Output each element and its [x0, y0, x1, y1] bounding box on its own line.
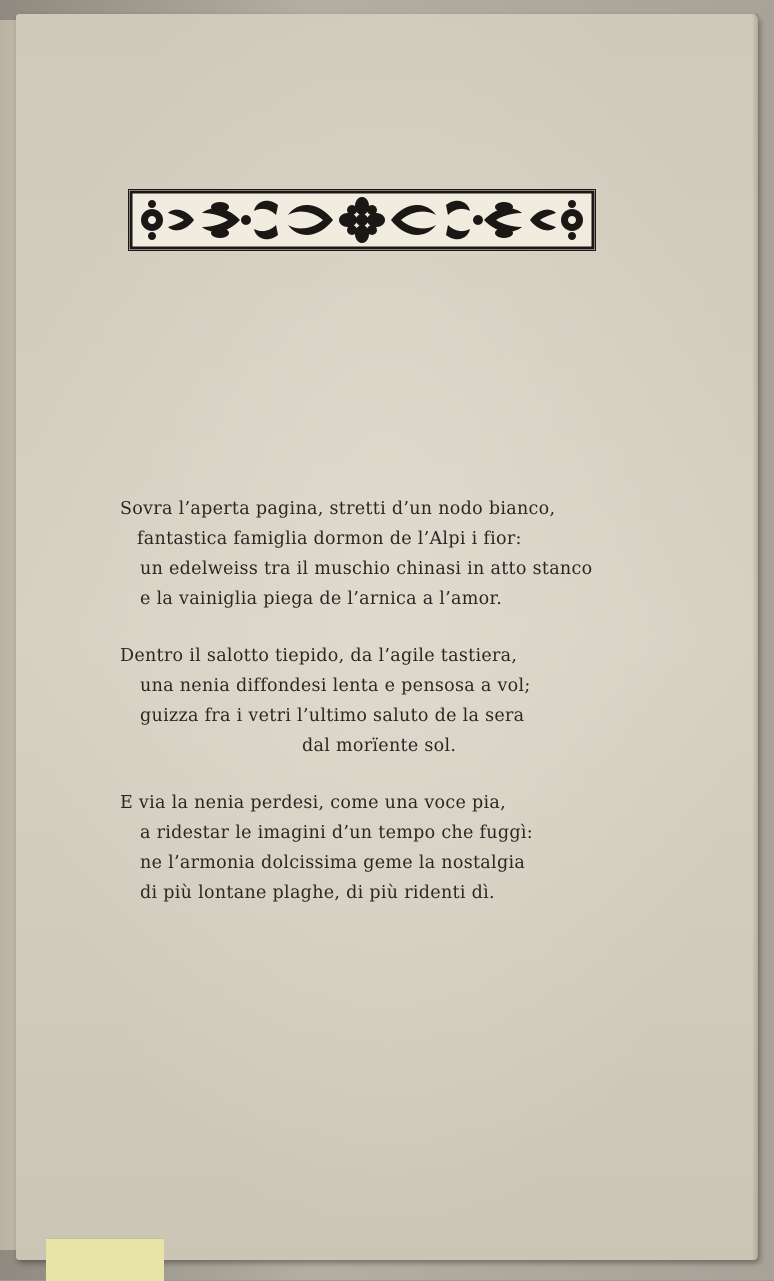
page-edge-shadow	[752, 14, 758, 1260]
poem-line: E via la nenia perdesi, come una voce pia,	[120, 793, 507, 813]
poem-line: Sovra l’aperta pagina, stretti d’un nodo bianco,	[120, 499, 556, 519]
stanza-2	[120, 641, 640, 761]
poem-line: fantastica famiglia dormon de l’Alpi i fior:	[137, 529, 522, 549]
poem-line: ne l’armonia dolcissima geme la nostalgia	[140, 853, 526, 873]
poem-line: di più lontane plaghe, di più ridenti dì.	[140, 883, 495, 903]
poem-line: a ridestar le imagini d’un tempo che fuggì:	[140, 823, 533, 843]
poem-line: dal morïente sol.	[302, 736, 457, 756]
stanza-1	[120, 494, 640, 614]
stanza-3	[120, 788, 640, 908]
sticky-note-tab	[46, 1238, 164, 1281]
poem-line: una nenia diffondesi lenta e pensosa a vol;	[140, 676, 531, 696]
poem-line: Dentro il salotto tiepido, da l’agile tastiera,	[120, 646, 518, 666]
poem-line: e la vainiglia piega de l’arnica a l’amor.	[140, 589, 503, 609]
floral-headpiece-ornament-icon	[128, 189, 596, 251]
poem	[120, 494, 640, 935]
poem-line: guizza fra i vetri l’ultimo saluto de la sera	[140, 706, 525, 726]
poem-line: un edelweiss tra il muschio chinasi in atto stanco	[140, 559, 593, 579]
